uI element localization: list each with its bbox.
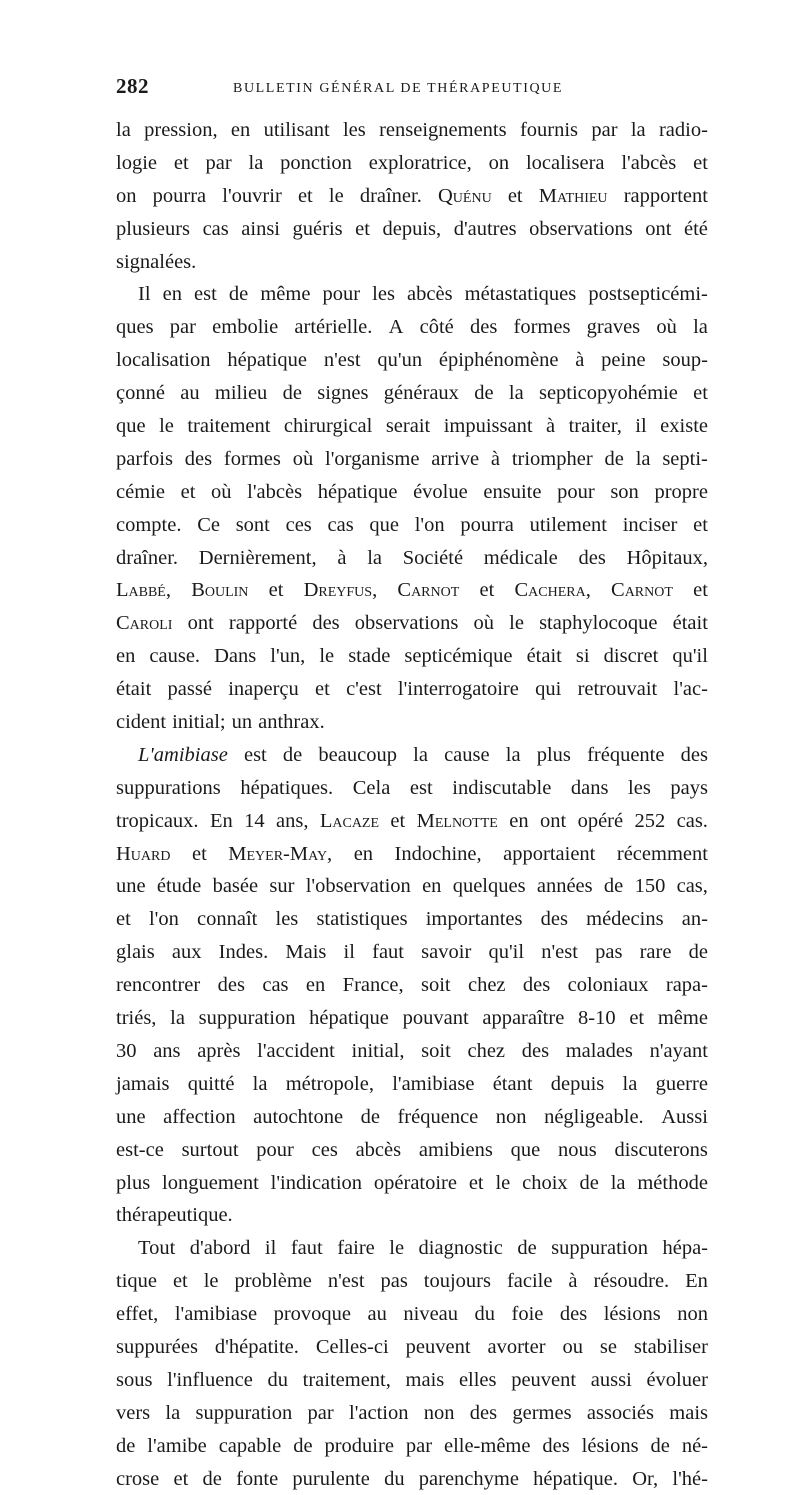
text-line: en cause. Dans l'un, le stade septicémique était si discret qu'il <box>116 645 708 668</box>
text-line: que le traitement chirurgical serait impuissant à traiter, il existe <box>116 415 708 438</box>
text-line: était passé inaperçu et c'est l'interrogatoire qui retrouvait l'ac- <box>116 678 708 701</box>
text-line: glais aux Indes. Mais il faut savoir qu'il n'est pas rare de <box>116 941 708 964</box>
text-line: plusieurs cas ainsi guéris et depuis, d'autres observations ont été <box>116 217 708 240</box>
text-line: Caroli ont rapporté des observations où le staphylocoque était <box>116 612 708 635</box>
text-line: est-ce surtout pour ces abcès amibiens que nous discuterons <box>116 1138 708 1161</box>
text-line: L'amibiase est de beaucoup la cause la plus fréquente des <box>138 743 708 766</box>
text-line: ques par embolie artérielle. A côté des formes graves où la <box>116 316 708 339</box>
text-line: une affection autochtone de fréquence non négligeable. Aussi <box>116 1105 708 1128</box>
text-line: la pression, en utilisant les renseignements fournis par la radio- <box>116 119 708 141</box>
text-line: suppurations hépatiques. Cela est indiscutable dans les pays <box>116 776 708 799</box>
text-line: de l'amibe capable de produire par elle-même des lésions de né- <box>116 1434 708 1457</box>
journal-title: BULLETIN GÉNÉRAL DE THÉRAPEUTIQUE <box>233 81 564 96</box>
text-line: tique et le problème n'est pas toujours facile à résoudre. En <box>116 1270 708 1293</box>
body-text <box>116 114 708 1495</box>
text-line: draîner. Dernièrement, à la Société médicale des Hôpitaux, <box>116 546 708 569</box>
text-line: on pourra l'ouvrir et le draîner. Quénu et Mathieu rapportent <box>116 184 708 207</box>
text-line: Tout d'abord il faut faire le diagnostic de suppuration hépa- <box>138 1237 708 1260</box>
text-line: localisation hépatique n'est qu'un épiphénomène à peine soup- <box>116 349 708 372</box>
text-line: suppurées d'hépatite. Celles-ci peuvent avorter ou se stabiliser <box>116 1335 708 1358</box>
text-line: cident initial; un anthrax. <box>116 711 325 734</box>
text-line: compte. Ce sont ces cas que l'on pourra utilement inciser et <box>116 513 708 536</box>
text-line: Il en est de même pour les abcès métastatiques postsepticémi- <box>138 283 708 306</box>
text-line: une étude basée sur l'observation en quelques années de 150 cas, <box>116 875 708 898</box>
text-line: 30 ans après l'accident initial, soit chez des malades n'ayant <box>116 1039 708 1062</box>
text-line: et l'on connaît les statistiques importantes des médecins an- <box>116 908 708 931</box>
text-line: çonné au milieu de signes généraux de la septicopyohémie et <box>116 382 708 405</box>
text-line: thérapeutique. <box>116 1204 233 1227</box>
text-line: triés, la suppuration hépatique pouvant apparaître 8-10 et même <box>116 1007 708 1030</box>
text-line: plus longuement l'indication opératoire et le choix de la méthode <box>116 1171 708 1194</box>
text-line: parfois des formes où l'organisme arrive à triompher de la septi- <box>116 447 708 470</box>
text-line: effet, l'amibiase provoque au niveau du foie des lésions non <box>116 1303 708 1326</box>
text-line: logie et par la ponction exploratrice, on localisera l'abcès et <box>116 151 708 174</box>
text-line: cémie et où l'abcès hépatique évolue ensuite pour son propre <box>116 480 708 503</box>
text-line: sous l'influence du traitement, mais elles peuvent aussi évoluer <box>116 1368 708 1391</box>
text-line: jamais quitté la métropole, l'amibiase étant depuis la guerre <box>116 1072 708 1095</box>
running-head <box>116 74 708 104</box>
text-line: tropicaux. En 14 ans, Lacaze et Melnotte en ont opéré 252 cas. <box>116 809 708 832</box>
text-line: vers la suppuration par l'action non des germes associés mais <box>116 1401 708 1424</box>
page-number: 282 <box>116 74 149 98</box>
text-line: signalées. <box>116 250 197 273</box>
text-line: rencontrer des cas en France, soit chez des coloniaux rapa- <box>116 974 708 997</box>
text-line: crose et de fonte purulente du parenchyme hépatique. Or, l'hé- <box>116 1467 708 1490</box>
text-line: Huard et Meyer-May, en Indochine, apportaient récemment <box>116 842 708 865</box>
text-line: Labbé, Boulin et Dreyfus, Carnot et Cachera, Carnot et <box>116 579 708 602</box>
